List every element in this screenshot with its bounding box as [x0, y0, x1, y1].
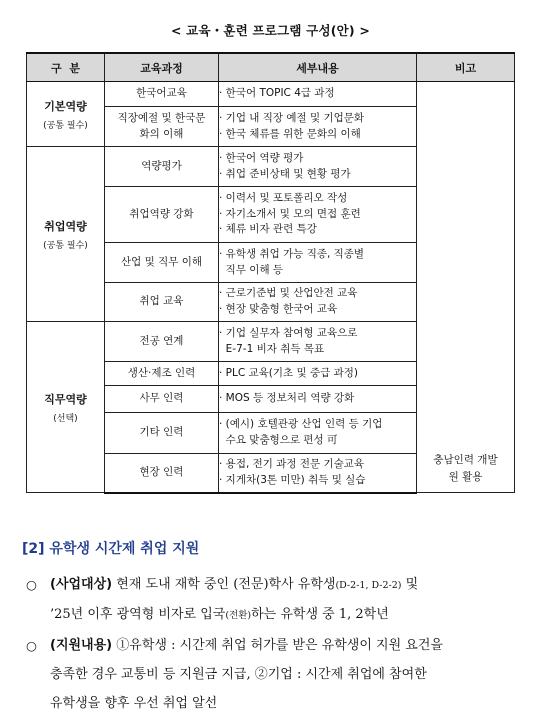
detail-line: 직무 이해 등	[219, 263, 284, 276]
target-text-2a: ’25년 이후 광역형 비자로 입국	[50, 607, 226, 622]
detail-line: · 한국 체류를 위한 문화의 이해	[219, 127, 361, 140]
target-text-2b: 하는 유학생 중 1, 2학년	[251, 607, 389, 622]
category-job	[27, 322, 105, 493]
detail-line: · 현장 맞춤형 한국어 교육	[219, 303, 338, 315]
target-paragraph	[50, 570, 512, 630]
support-text-3: 유학생을 향후 우선 취업 알선	[50, 696, 218, 711]
header-course: 교육과정	[105, 53, 219, 82]
detail-line: · PLC 교육(기초 및 중급 과정)	[219, 366, 359, 379]
bullet-icon: ○	[26, 577, 37, 592]
bullet-icon: ○	[26, 638, 37, 653]
label-target: (사업대상)	[50, 577, 113, 592]
table-header-row	[27, 53, 515, 82]
support-text-1: ①유학생 : 시간제 취업 허가를 받은 유학생이 지원 요건을	[112, 638, 443, 653]
detail-line: · 기업 실무자 참여형 교육으로	[219, 326, 358, 339]
note-cell	[417, 82, 515, 493]
detail-line: · 유학생 취업 가능 직종, 직종별	[219, 247, 365, 260]
category-sub: (공통 필수)	[43, 120, 88, 131]
detail-line: · MOS 등 정보처리 역량 강화	[219, 392, 355, 405]
detail-cell	[219, 454, 417, 493]
detail-line: 수요 맞춤형으로 편성 可	[219, 434, 338, 446]
detail-cell	[219, 187, 417, 243]
course-cell: 전공 연계	[105, 322, 219, 362]
program-table	[26, 52, 515, 494]
course-cell: 취업 교육	[105, 283, 219, 322]
course-cell: 산업 및 직무 이해	[105, 243, 219, 283]
header-details: 세부내용	[219, 53, 417, 82]
detail-cell	[219, 322, 417, 362]
detail-cell	[219, 283, 417, 322]
detail-line: · 한국어 TOPIC 4급 과정	[219, 87, 335, 100]
detail-cell	[219, 386, 417, 413]
detail-line: · 지게차(3톤 미만) 취득 및 실습	[219, 473, 366, 486]
course-cell: 취업역량 강화	[105, 187, 219, 243]
target-text-1b: 및	[401, 577, 419, 592]
header-note: 비고	[417, 53, 515, 82]
note-text: 충남인력 개발원 활용	[433, 454, 498, 484]
section-heading: [2] 유학생 시간제 취업 지원	[22, 541, 200, 557]
course-cell	[105, 107, 219, 147]
detail-cell	[219, 243, 417, 283]
category-sub: (공통 필수)	[43, 240, 88, 251]
conversion-note: (전환)	[225, 610, 252, 621]
course-cell: 사무 인력	[105, 386, 219, 413]
target-text-1: 현재 도내 재학 중인 (전문)학사 유학생	[112, 577, 336, 592]
detail-cell	[219, 362, 417, 386]
category-name: 기본역량	[44, 99, 87, 113]
detail-line: · 근로기준법 및 산업안전 교육	[219, 287, 358, 300]
detail-cell	[219, 413, 417, 454]
detail-line: · 한국어 역량 평가	[219, 151, 304, 164]
course-text: 직장예절 및 한국문화의 이해	[117, 111, 206, 140]
course-cell: 한국어교육	[105, 82, 219, 107]
course-cell: 현장 인력	[105, 454, 219, 493]
label-support: (지원내용)	[50, 638, 113, 653]
header-category: 구 분	[27, 53, 105, 82]
course-cell: 기타 인력	[105, 413, 219, 454]
detail-line: · 체류 비자 관련 특강	[219, 223, 317, 236]
detail-line: · 용접, 전기 과정 전문 기술교육	[219, 458, 365, 470]
detail-line: · 이력서 및 포토폴리오 작성	[219, 191, 348, 204]
category-sub: (선택)	[53, 413, 78, 424]
course-cell: 생산·제조 인력	[105, 362, 219, 386]
category-name: 직무역량	[44, 392, 87, 406]
detail-line: · (예시) 호텔관광 산업 인력 등 기업	[219, 418, 383, 431]
detail-cell	[219, 147, 417, 187]
support-text-2: 충족한 경우 교통비 등 지원금 지급, ②기업 : 시간제 취업에 참여한	[50, 667, 427, 682]
detail-line: · 취업 준비상태 및 현황 평가	[219, 167, 351, 180]
category-basic	[27, 82, 105, 147]
support-paragraph	[50, 631, 512, 718]
detail-cell	[219, 107, 417, 147]
category-name: 취업역량	[44, 219, 87, 233]
detail-line: E-7-1 비자 취득 목표	[219, 342, 325, 355]
program-title: < 교육・훈련 프로그램 구성(안) >	[170, 23, 371, 38]
detail-line: · 자기소개서 및 모의 면접 훈련	[219, 207, 361, 220]
table-row	[27, 82, 515, 107]
category-employment	[27, 147, 105, 322]
detail-cell	[219, 82, 417, 107]
visa-code: (D-2-1, D-2-2)	[335, 580, 402, 591]
course-cell: 역량평가	[105, 147, 219, 187]
detail-line: · 기업 내 직장 예절 및 기업문화	[219, 111, 365, 124]
